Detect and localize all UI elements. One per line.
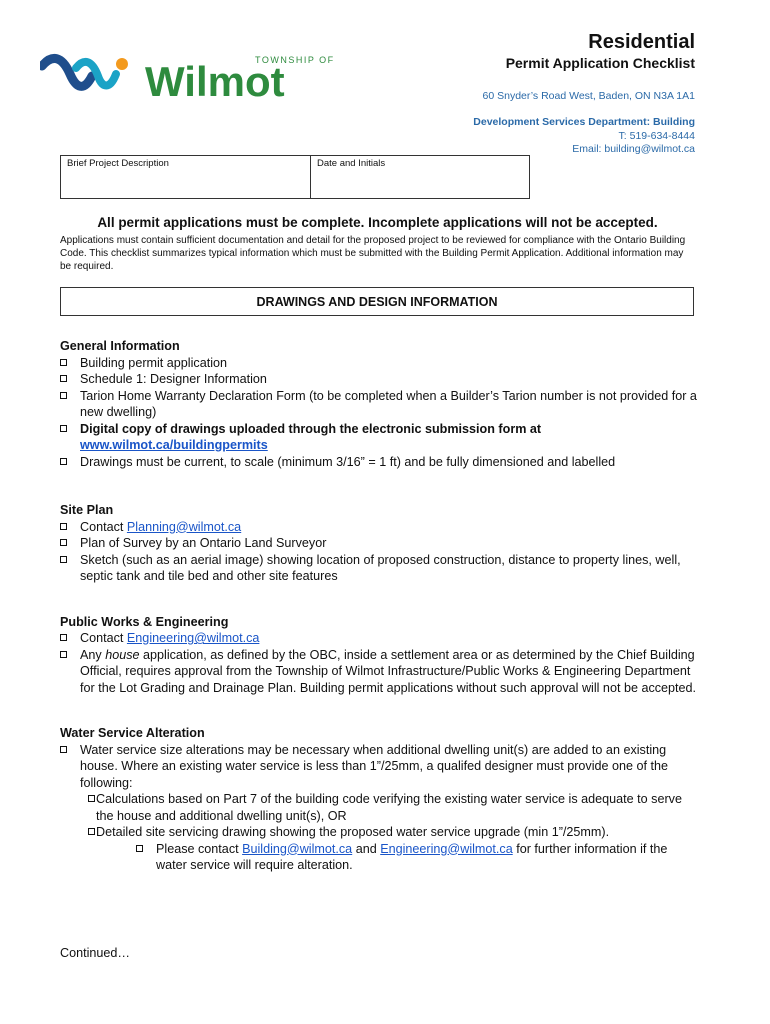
list-item[interactable]: Contact Planning@wilmot.ca [60,519,700,536]
phone-number: T: 519-634-8444 [618,129,695,142]
checkbox[interactable] [60,375,67,382]
building-permits-link[interactable]: www.wilmot.ca/buildingpermits [80,438,268,452]
checkbox[interactable] [60,359,67,366]
checkbox[interactable] [60,392,67,399]
building-email-link[interactable]: Building@wilmot.ca [242,841,353,856]
office-address: 60 Snyder’s Road West, Baden, ON N3A 1A1 [482,90,695,102]
contact-block [473,116,695,157]
engineering-email-link[interactable]: Engineering@wilmot.ca [126,631,260,645]
sub-sub-list-item[interactable]: Please contact Building@wilmot.ca and Engineering@wilmot.ca for further information if the water service will require alteration. [136,841,700,874]
logo-sun-orange [116,58,128,70]
page-title: Residential [588,31,695,53]
wilmot-logo [40,52,340,100]
list-item[interactable]: Any house application, as defined by the OBC, inside a settlement area or as determined by the Chief Building Official, requires approval from the Township of Wilmot Infrastructure/Public Works & Engineering Department for the Lot Grading and Drainage Plan. Building permit applications without such approval will not be accepted. [60,647,700,697]
sub-list-item[interactable]: Calculations based on Part 7 of the building code verifying the existing water service is adequate to serve the house and additional dwelling unit(s), OR [78,791,700,824]
general-info-title: General Information [60,339,180,353]
checkbox[interactable] [136,845,143,852]
project-info-table [60,155,530,199]
list-item[interactable]: Sketch (such as an aerial image) showing location of proposed construction, distance to property lines, well, septic tank and tile bed and other site features [60,552,700,585]
public-works-title: Public Works & Engineering [60,614,229,629]
email-address: Email: building@wilmot.ca [572,143,695,155]
checkbox[interactable] [60,634,67,641]
site-plan-title: Site Plan [60,503,114,517]
list-item[interactable]: Schedule 1: Designer Information [60,371,700,388]
continued-note: Continued… [60,946,131,960]
checkbox[interactable] [60,425,67,432]
checkbox[interactable] [60,458,67,465]
date-initials-field[interactable]: Date and Initials [317,158,386,169]
checkbox[interactable] [60,523,67,530]
checkbox[interactable] [60,556,67,563]
list-item[interactable]: Plan of Survey by an Ontario Land Surveyor [60,535,700,552]
water-service-title: Water Service Alteration [60,726,205,740]
list-item[interactable]: Tarion Home Warranty Declaration Form (to be completed when a Builder’s Tarion number is not provided for a new dwelling) [60,388,700,421]
department-name: Development Services Department: Building [473,116,695,128]
engineering-email-link-2[interactable]: Engineering@wilmot.ca [380,841,513,856]
logo-wilmot-text: Wilmot [145,58,285,100]
checkbox[interactable] [60,651,67,658]
list-item[interactable]: Water service size alterations may be necessary when additional dwelling unit(s) are added to an existing house. Where an existing water service is less than 1”/25mm, a qualifed designer must provide one of the following: [60,742,700,792]
checkbox[interactable] [60,539,67,546]
page-subtitle: Permit Application Checklist [505,55,695,71]
checkbox[interactable] [60,746,67,753]
list-item[interactable]: Digital copy of drawings uploaded through the electronic submission form at www.wilmot.ca/buildingpermits [60,421,700,454]
list-item[interactable]: Building permit application [60,355,700,372]
list-item[interactable]: Drawings must be current, to scale (minimum 3/16” = 1 ft) and be fully dimensioned and labelled [60,454,700,471]
project-description-field[interactable]: Brief Project Description [61,156,311,198]
planning-email-link[interactable]: Planning@wilmot.ca [126,519,242,534]
section-heading: DRAWINGS AND DESIGN INFORMATION [60,287,694,316]
completeness-warning: All permit applications must be complete. Incomplete applications will not be accepted. [97,215,658,230]
checkbox[interactable] [88,828,95,835]
logo-township-text: TOWNSHIP OF [255,55,335,65]
sub-list-item[interactable]: Detailed site servicing drawing showing the proposed water service upgrade (min 1”/25mm). [78,824,700,841]
intro-paragraph: Applications must contain sufficient documentation and detail for the proposed project to be reviewed for compliance with the Ontario Building Code. This checklist summarizes typical information which must be submitted with the Building Permit Application. Additional information may be required. [60,235,686,272]
checklist-content [60,338,700,874]
list-item[interactable]: Contact Engineering@wilmot.ca [60,630,700,647]
checkbox[interactable] [88,795,95,802]
